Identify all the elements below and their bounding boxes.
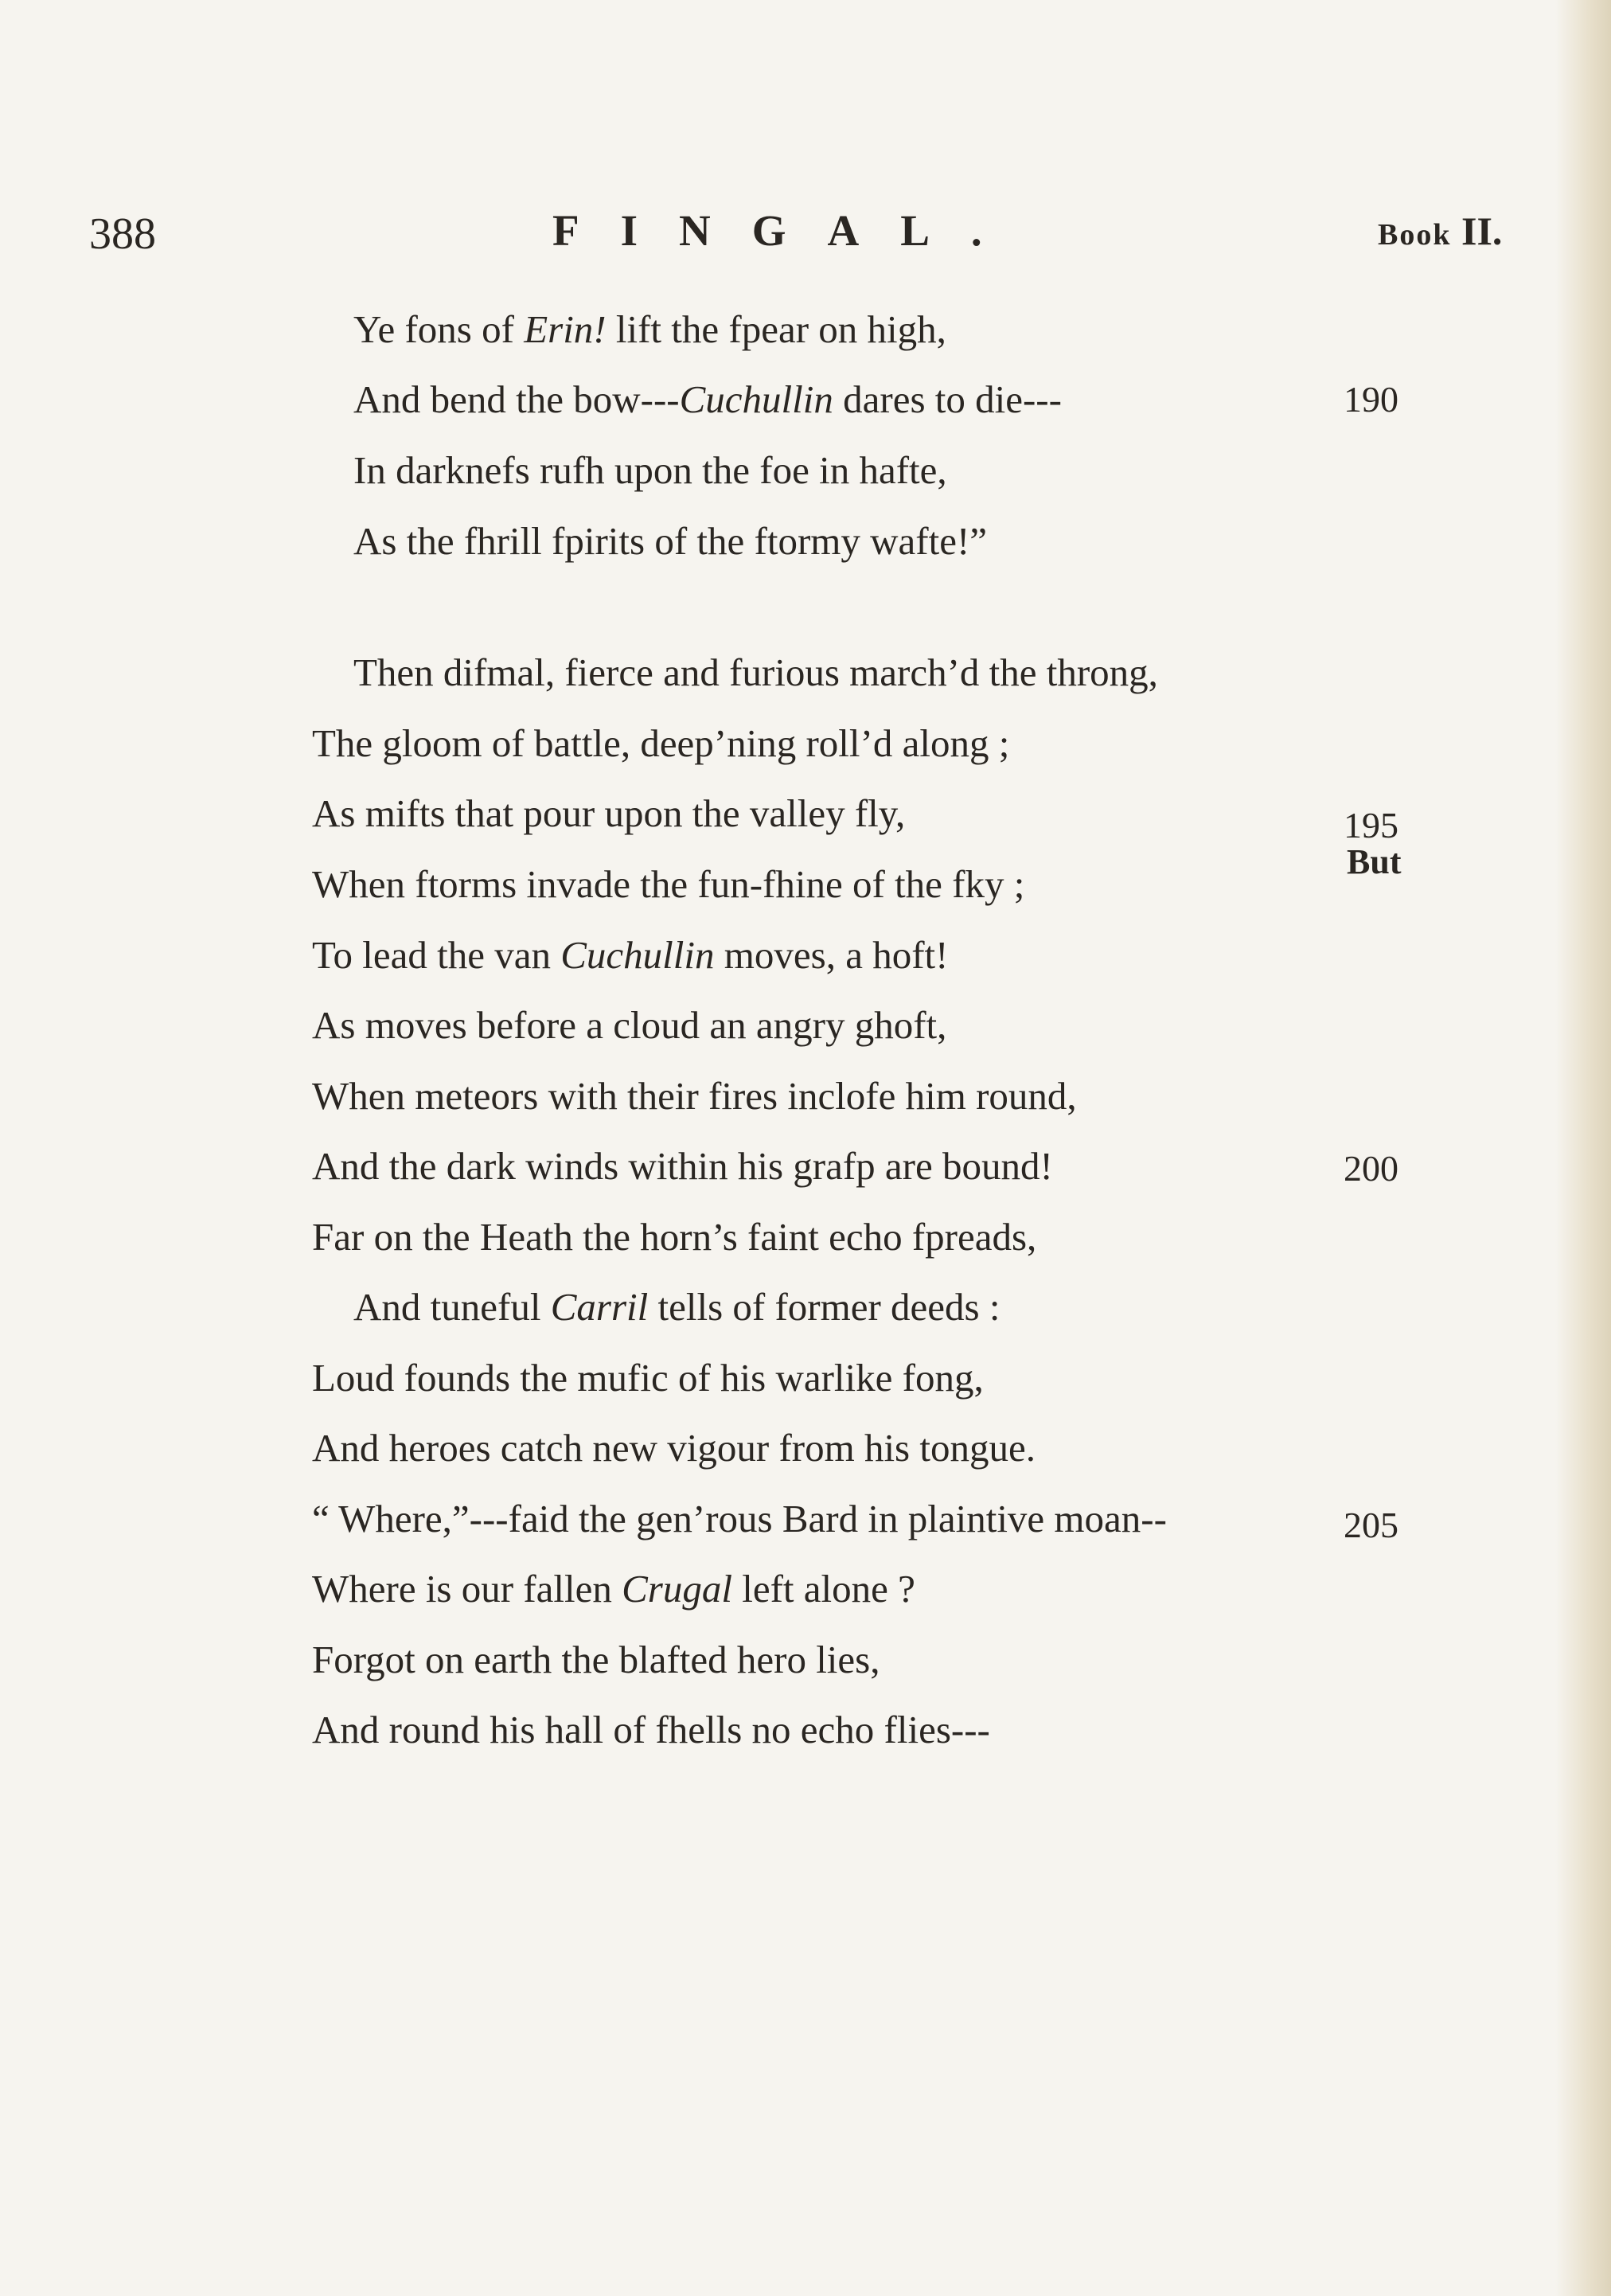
book-numeral: II.	[1461, 209, 1503, 253]
verse-line: Forgot on earth the blafted hero lies,	[312, 1638, 880, 1681]
verse-line: In darknefs rufh upon the foe in hafte,	[353, 448, 947, 492]
catchword: But	[1347, 842, 1402, 881]
verse-line: When meteors with their fires inclofe him round,	[312, 1074, 1077, 1118]
verse-line: Then difmal, fierce and furious march’d the throng,	[353, 650, 1158, 694]
verse-line: The gloom of battle, deep’ning roll’d along ;	[312, 721, 1010, 765]
verse-line: As mifts that pour upon the valley fly,	[312, 791, 906, 835]
verse-line: And round his hall of fhells no echo flies---	[312, 1708, 990, 1751]
verse-line: Far on the Heath the horn’s faint echo fpreads,	[312, 1215, 1037, 1259]
running-title: FINGAL.	[552, 206, 1024, 255]
book-word: Book	[1378, 218, 1452, 252]
verse-line: And the dark winds within his grafp are bound!	[312, 1144, 1053, 1188]
line-number: 195	[1344, 805, 1398, 845]
verse-line: And tuneful Carril tells of former deeds :	[353, 1285, 1001, 1329]
verse-line: Ye fons of Erin! lift the fpear on high,	[353, 307, 946, 351]
verse-line: As the fhrill fpirits of the ftormy wafte!”	[353, 519, 988, 563]
line-number: 205	[1344, 1505, 1398, 1545]
verse-line: As moves before a cloud an angry ghoft,	[312, 1003, 947, 1047]
verse-line: And bend the bow---Cuchullin dares to die---	[353, 377, 1062, 421]
verse-line: Where is our fallen Crugal left alone ?	[312, 1567, 915, 1611]
verse-line: Loud founds the mufic of his warlike fong,	[312, 1356, 984, 1400]
verse-line: To lead the van Cuchullin moves, a hoft!	[312, 933, 949, 977]
line-number: 200	[1344, 1148, 1398, 1189]
verse-line: And heroes catch new vigour from his tongue.	[312, 1426, 1036, 1470]
page-number: 388	[89, 209, 156, 259]
line-number: 190	[1344, 379, 1398, 420]
verse-line: When ftorms invade the fun-fhine of the fky ;	[312, 862, 1025, 906]
verse-line: “ Where,”---faid the gen’rous Bard in plaintive moan--	[312, 1497, 1167, 1540]
